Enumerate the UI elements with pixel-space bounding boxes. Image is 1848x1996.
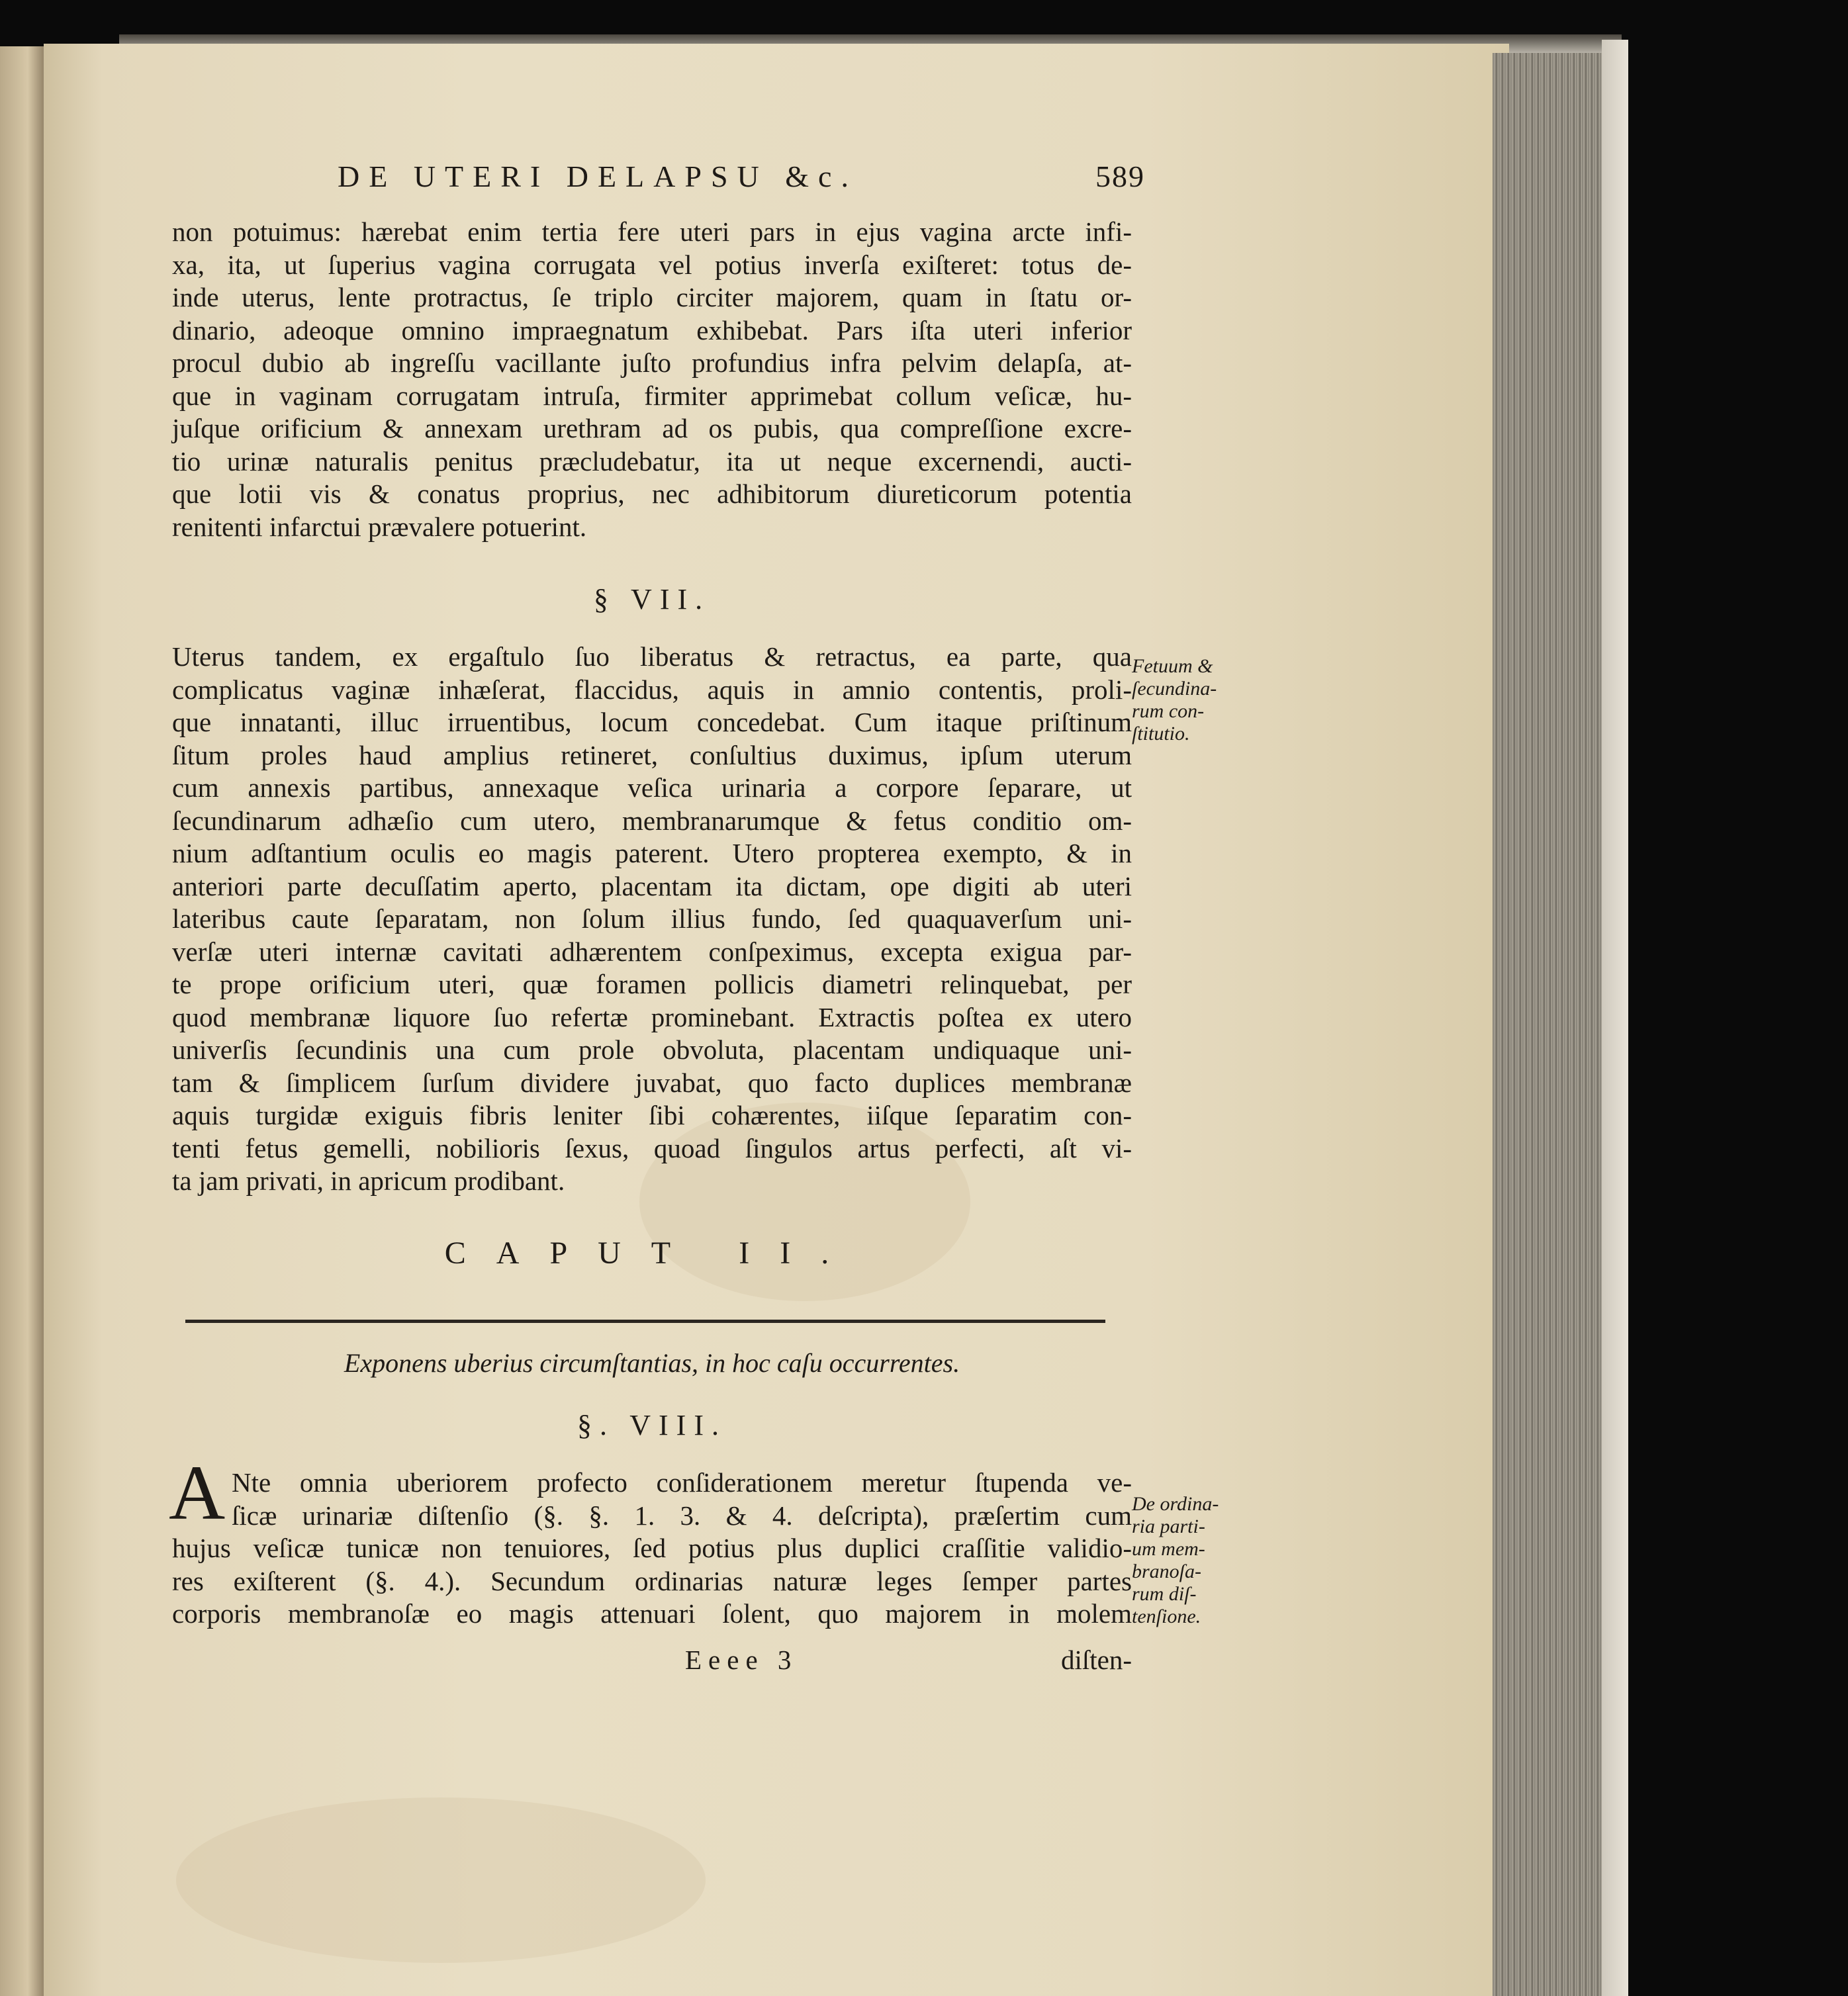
page-footer bbox=[172, 1644, 1132, 1678]
text-line: ſicæ urinariæ diſtenſio (§. §. 1. 3. & 4. deſcripta), præſertim cum bbox=[232, 1500, 1132, 1531]
marginal-line: ſtitutio. bbox=[1132, 723, 1190, 745]
paper-stain bbox=[176, 1797, 706, 1963]
text-line: cum annexis partibus, annexaque veſica urinaria a corpore ſeparare, ut bbox=[172, 772, 1132, 803]
marginal-line: um mem- bbox=[1132, 1538, 1205, 1560]
text-line: non potuimus: hærebat enim tertia fere uteri pars in ejus vagina arcte infi- bbox=[172, 216, 1132, 247]
marginal-line: rum diſ- bbox=[1132, 1583, 1197, 1605]
chapter-rule bbox=[185, 1320, 1105, 1323]
catchword: diſten- bbox=[1060, 1645, 1132, 1675]
text-line: xa, ita, ut ſuperius vagina corrugata vel potius inverſa exiſteret: totus de- bbox=[172, 249, 1132, 280]
text-line: verſæ uteri internæ cavitati adhærentem conſpeximus, excepta exigua par- bbox=[172, 936, 1132, 967]
text-line: que innatanti, illuc irruentibus, locum concedebat. Cum itaque priſtinum bbox=[172, 707, 1132, 737]
text-line: lateribus caute ſeparatam, non ſolum illius fundo, ſed quaquaverſum uni- bbox=[172, 903, 1132, 934]
marginal-note-2 bbox=[1132, 1493, 1244, 1628]
text-line: juſque orificium & annexam urethram ad os pubis, qua compreſſione excre- bbox=[172, 413, 1132, 443]
running-head-title: DE UTERI DELAPSU &c. bbox=[338, 159, 858, 193]
text-line: tio urinæ naturalis penitus præcludebatur, ita ut neque excernendi, aucti- bbox=[172, 445, 1132, 476]
left-page-edge bbox=[0, 46, 46, 1996]
text-line: Uterus tandem, ex ergaſtulo ſuo liberatus & retractus, ea parte, qua bbox=[172, 641, 1132, 672]
text-line: ſecundinarum adhæſio cum utero, membranarumque & fetus conditio om- bbox=[172, 805, 1132, 836]
chapter-heading: CAPUT II. bbox=[444, 1236, 860, 1271]
background bbox=[1628, 0, 1848, 1996]
page-fore-edge bbox=[1493, 53, 1605, 1996]
marginal-line: De ordina- bbox=[1132, 1493, 1219, 1515]
text-line: res exiſterent (§. 4.). Secundum ordinarias naturæ leges ſemper partes bbox=[172, 1565, 1132, 1596]
marginal-line: branoſa- bbox=[1132, 1561, 1201, 1582]
marginal-line: ria parti- bbox=[1132, 1516, 1205, 1537]
section-heading-7: § VII. bbox=[593, 583, 711, 615]
text-line: renitenti infarctui prævalere potuerint. bbox=[172, 511, 587, 542]
marginal-line: tenſione. bbox=[1132, 1606, 1201, 1627]
text-line: tenti fetus gemelli, nobilioris ſexus, quoad ſingulos artus perfecti, aſt vi- bbox=[172, 1132, 1132, 1163]
marginal-note-1 bbox=[1132, 655, 1244, 745]
text-line: nium adſtantium oculis eo magis paterent. Utero propterea exempto, & in bbox=[172, 838, 1132, 868]
text-line: te prope orificium uteri, quæ foramen pollicis diametri relinquebat, per bbox=[172, 969, 1132, 999]
text-line: ſitum proles haud amplius retineret, conſultius duximus, ipſum uterum bbox=[172, 739, 1132, 770]
text-line: inde uterus, lente protractus, ſe triplo circiter majorem, quam in ſtatu or- bbox=[172, 282, 1132, 312]
text-line: quod membranæ liquore ſuo refertæ prominebant. Extractis poſtea ex utero bbox=[172, 1001, 1132, 1032]
page-number: 589 bbox=[1095, 159, 1145, 193]
chapter-subtitle: Exponens uberius circumſtantias, in hoc caſu occurrentes. bbox=[344, 1348, 960, 1378]
running-head bbox=[285, 159, 1145, 199]
text-line: tam & ſimplicem ſurſum dividere juvabat, quo facto duplices membranæ bbox=[172, 1067, 1132, 1098]
paragraph-1 bbox=[172, 216, 1132, 543]
text-line: que in vaginam corrugatam intruſa, firmiter apprimebat collum veſicæ, hu- bbox=[172, 380, 1132, 411]
marginal-line: ſecundina- bbox=[1132, 678, 1217, 700]
text-line: dinario, adeoque omnino impraegnatum exhibebat. Pars iſta uteri inferior bbox=[172, 314, 1132, 345]
marginal-line: Fetuum & bbox=[1132, 655, 1213, 677]
text-line: ta jam privati, in apricum prodibant. bbox=[172, 1165, 565, 1196]
paragraph-2 bbox=[172, 641, 1132, 1198]
text-line: corporis membranoſæ eo magis attenuari ſolent, quo majorem in molem bbox=[172, 1598, 1132, 1629]
drop-cap: A bbox=[169, 1449, 226, 1536]
text-line: hujus veſicæ tunicæ non tenuiores, ſed potius plus duplici craſſitie validio- bbox=[172, 1533, 1132, 1563]
paragraph-3 bbox=[172, 1467, 1132, 1631]
text-line: complicatus vaginæ inhæſerat, flaccidus, aquis in amnio contentis, proli- bbox=[172, 674, 1132, 705]
text-line: univerſis ſecundinis una cum prole obvoluta, placentam undiquaque uni- bbox=[172, 1034, 1132, 1065]
text-line: Nte omnia uberiorem profecto conſiderationem meretur ſtupenda ve- bbox=[232, 1467, 1132, 1498]
marginal-line: rum con- bbox=[1132, 700, 1205, 722]
text-line: aquis turgidæ exiguis fibris leniter ſibi cohærentes, iiſque ſeparatim con- bbox=[172, 1100, 1132, 1130]
signature-mark: Eeee 3 bbox=[685, 1645, 798, 1675]
cover-edge bbox=[1602, 40, 1628, 1996]
text-line: que lotii vis & conatus proprius, nec adhibitorum diureticorum potentia bbox=[172, 478, 1132, 509]
text-line: anteriori parte decuſſatim aperto, placentam ita dictam, ope digiti ab uteri bbox=[172, 870, 1132, 901]
section-heading-8: §. VIII. bbox=[577, 1409, 727, 1441]
text-line: procul dubio ab ingreſſu vacillante juſto profundius infra pelvim delapſa, at- bbox=[172, 347, 1132, 378]
